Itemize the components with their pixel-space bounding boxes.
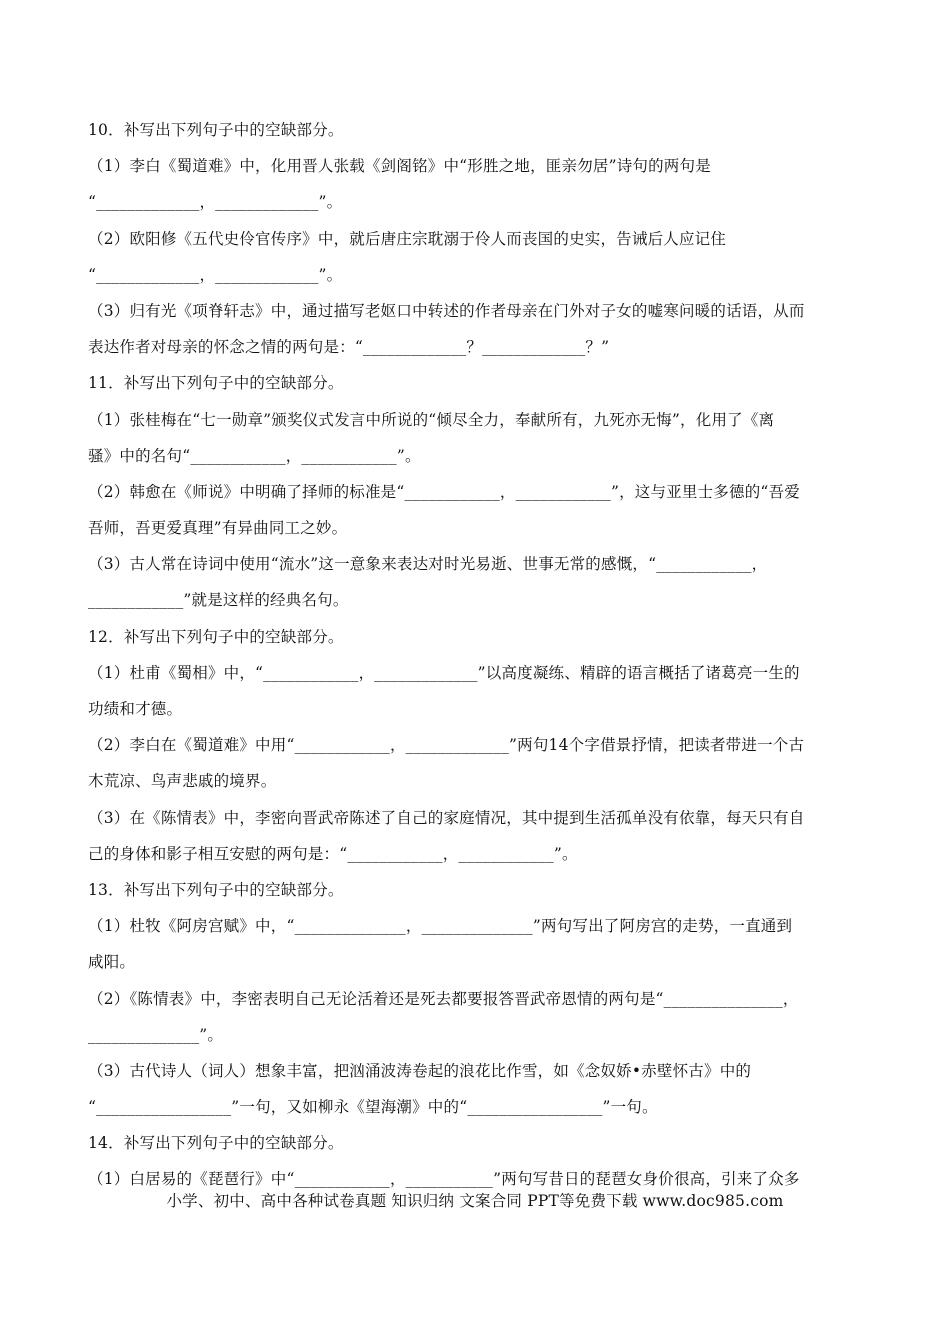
document-body	[88, 112, 858, 1198]
question-13-item-1-cont: 咸阳。	[88, 953, 136, 972]
question-14-item-1: （1）白居易的《琵琶行》中“____________，___________”两句写昔日的琵琶女身价很高，引来了众多	[88, 1170, 800, 1189]
question-10-item-2: （2）欧阳修《五代史伶官传序》中，就后唐庄宗耽溺于伶人而丧国的史实，告诫后人应记住	[88, 229, 727, 248]
question-12-item-3-cont: 己的身体和影子相互安慰的两句是：“____________，____________”。	[88, 844, 578, 863]
question-13-item-3-cont: “_________________”一句，又如柳永《望海潮》中的“_________________”一句。	[88, 1098, 658, 1117]
question-14-title: 14．补写出下列句子中的空缺部分。	[88, 1134, 344, 1153]
question-11-item-3: （3）古人常在诗词中使用“流水”这一意象来表达对时光易逝、世事无常的感慨，“____________，	[88, 555, 768, 574]
question-13-title: 13．补写出下列句子中的空缺部分。	[88, 880, 344, 899]
question-10-item-2-blank: “_____________，_____________”。	[88, 265, 343, 284]
question-10-title: 10．补写出下列句子中的空缺部分。	[88, 121, 344, 139]
page-footer: 小学、初中、高中各种试卷真题 知识归纳 文案合同 PPT等免费下载 www.doc985.com	[166, 1192, 784, 1210]
question-13-item-1: （1）杜牧《阿房宫赋》中，“______________，______________”两句写出了阿房宫的走势，一直通到	[88, 917, 793, 936]
question-12-item-3: （3）在《陈情表》中，李密向晋武帝陈述了自己的家庭情况，其中提到生活孤单没有依靠，每天只有自	[88, 808, 805, 827]
question-12-title: 12．补写出下列句子中的空缺部分。	[88, 627, 344, 646]
question-13-item-3: （3）古代诗人（词人）想象丰富，把汹涌波涛卷起的浪花比作雪，如《念奴娇•赤壁怀古》中的	[88, 1061, 752, 1080]
question-10-item-1: （1）李白《蜀道难》中，化用晋人张载《剑阁铭》中“形胜之地，匪亲勿居”诗句的两句是	[88, 157, 711, 176]
question-11-item-1-cont: 骚》中的名句“____________，____________”。	[88, 446, 421, 465]
question-11-item-1: （1）张桂梅在“七一勋章”颁奖仪式发言中所说的“倾尽全力，奉献所有，九死亦无悔”，化用了《离	[88, 410, 775, 429]
question-11-item-3-cont: ____________”就是这样的经典名句。	[88, 591, 349, 610]
question-12-item-1: （1）杜甫《蜀相》中，“____________，_____________”以高度凝练、精辟的语言概括了诸葛亮一生的	[88, 663, 800, 682]
question-13-item-2-cont: ______________”。	[88, 1025, 224, 1044]
question-12-item-2: （2）李白在《蜀道难》中用“____________，_____________”两句14个字借景抒情，把读者带进一个古	[88, 736, 805, 755]
question-13-item-2: （2）《陈情表》中，李密表明自己无论活着还是死去都要报答晋武帝恩情的两句是“_______________，	[88, 989, 799, 1008]
question-10-item-3-blank: 表达作者对母亲的怀念之情的两句是：“_____________？_____________？”	[88, 338, 610, 357]
question-11-item-2: （2）韩愈在《师说》中明确了择师的标准是“____________，____________”，这与亚里士多德的“吾爱	[88, 482, 800, 501]
question-11-item-2-cont: 吾师，吾更爱真理”有异曲同工之妙。	[88, 519, 348, 538]
question-10-item-3: （3）归有光《项脊轩志》中，通过描写老妪口中转述的作者母亲在门外对子女的嘘寒问暖的话语，从而	[88, 301, 805, 320]
question-10-item-1-blank: “_____________，_____________”。	[88, 193, 343, 212]
question-12-item-1-cont: 功绩和才德。	[88, 700, 183, 718]
question-11-title: 11．补写出下列句子中的空缺部分。	[88, 374, 344, 393]
question-12-item-2-cont: 木荒凉、鸟声悲戚的境界。	[88, 772, 277, 791]
